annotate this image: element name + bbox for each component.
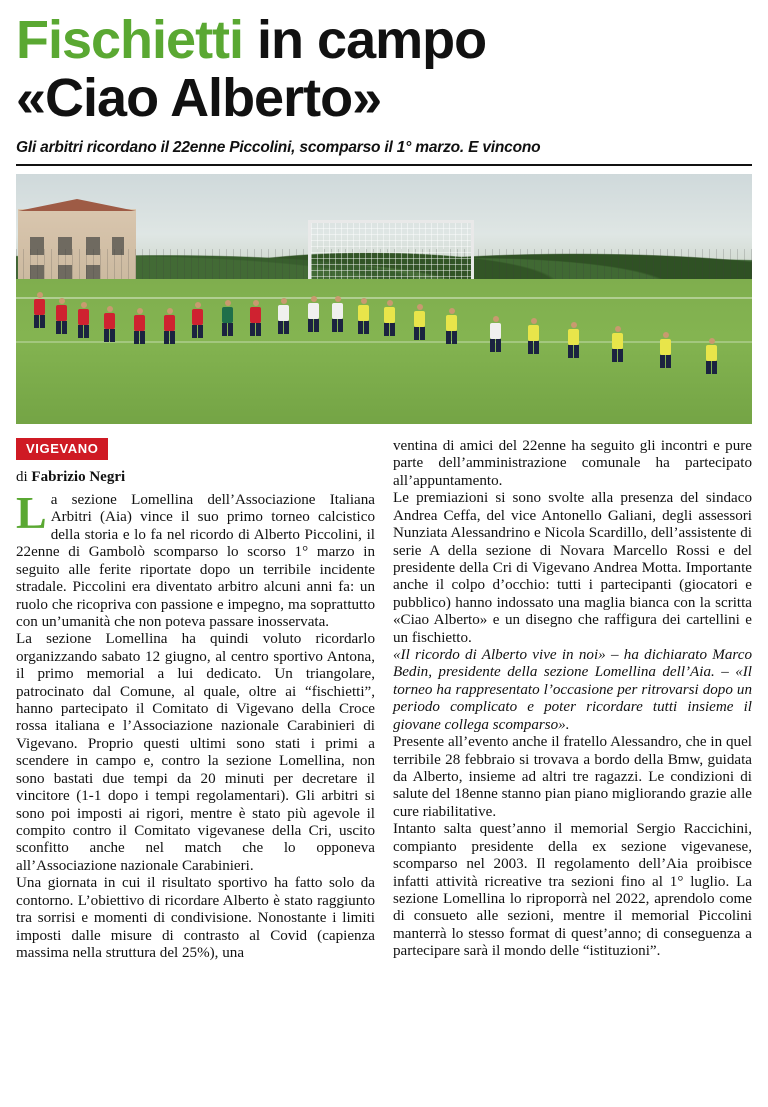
drop-cap: L — [16, 486, 47, 538]
photo-player — [660, 332, 671, 368]
article-column-left — [16, 438, 375, 962]
photo-player — [192, 302, 203, 338]
byline-prefix: di — [16, 468, 32, 485]
article-text-right — [393, 438, 752, 961]
paragraph: Una giornata in cui il risultato sportivo ha fatto solo da contorno. L’obiettivo di ricordare Alberto è stato raggiunto tra sorrisi e momenti di condivisione. Nonostante i limiti imposti dalle misure di contrasto al Covid (capienza massima nella struttura del 25%), una — [16, 875, 375, 961]
section-kicker: VIGEVANO — [16, 438, 108, 460]
football-match-photo — [16, 174, 752, 424]
photo-goalpost — [308, 220, 474, 283]
headline-accent-word: Fischietti — [16, 10, 244, 70]
header-divider — [16, 164, 752, 166]
article-text-left — [16, 486, 375, 962]
paragraph: La sezione Lomellina ha quindi voluto ricordarlo organizzando sabato 12 giugno, al centro sportivo Antona, il primo memorial a lui dedicato. Un triangolare, patrocinato dal Comune, al quale, oltre ai “fischietti”, hanno partecipato il Comitato di Vigevano della Croce rossa italiana e l’Associazione nazionale Carabinieri di Vigevano. Proprio questi ultimi sono stati i primi a scendere in campo e, contro la sezione Lomellina, non sono bastati due tempi da 20 minuti per decretare il vincitore (1-1 dopo i tempi regolamentari). Gli arbitri si sono poi imposti ai rigori, mentre è stato più agevole il compito contro il Comitato vigevanese della Cri, uscito sconfitto anche nel match che lo opponeva all’Associazione nazionale Carabinieri. — [16, 631, 375, 874]
photo-player — [490, 316, 501, 352]
photo-player — [308, 296, 319, 332]
headline-name: Alberto — [170, 67, 353, 128]
photo-player — [612, 326, 623, 362]
byline — [16, 469, 375, 486]
photo-player — [414, 304, 425, 340]
byline-author: Fabrizio Negri — [31, 468, 126, 485]
photo-player — [332, 296, 343, 332]
photo-pitch-line — [16, 341, 752, 343]
photo-player — [78, 302, 89, 338]
photo-player — [278, 298, 289, 334]
headline-quote-open: «Ciao — [16, 67, 171, 128]
photo-player — [528, 318, 539, 354]
photo-player — [358, 298, 369, 334]
article-column-right — [393, 438, 752, 962]
paragraph: Presente all’evento anche il fratello Alessandro, che in quel terribile 28 febbraio si trovava a bordo della Bmw, guidata da Alberto, insieme ad altri tre ragazzi. Le condizioni di salute del 18enne stanno pian piano migliorando grazie alle cure riabilitative. — [393, 734, 752, 820]
photo-player — [164, 308, 175, 344]
paragraph-quote: «Il ricordo di Alberto vive in noi» – ha dichiarato Marco Bedin, presidente della sezione Lomellina dell’Aia. – «Il torneo ha rappresentato l’occasione per ritrovarsi dopo un periodo complicato e poter ricordare tutti insieme il giovane collega scomparso». — [393, 647, 752, 733]
photo-player — [104, 306, 115, 342]
photo-player — [250, 300, 261, 336]
photo-player — [384, 300, 395, 336]
page-title-line2 — [16, 67, 752, 128]
photo-player — [706, 338, 717, 374]
photo-player — [134, 308, 145, 344]
headline-quote-close: » — [352, 67, 382, 128]
photo-player — [222, 300, 233, 336]
photo-pitch-line — [16, 297, 752, 299]
paragraph — [16, 486, 375, 631]
paragraph: Le premiazioni si sono svolte alla presenza del sindaco Andrea Ceffa, del vice Antonello Galiani, degli assessori Nunziata Alessandrino e Nicola Scardillo, dell’assistente di serie A della sezione di Novara Marcello Rossi e del presidente della Cri di Vigevano Andrea Motta. Importante anche il colpo d’occhio: tutti i partecipanti (giocatori e pubblico) hanno indossato una maglia bianca con la scritta «Ciao Alberto» e un disegno che raffigura dei cartellini e un fischietto. — [393, 490, 752, 646]
paragraph: ventina di amici del 22enne ha seguito gli incontri e pure parte dell’amministrazione comunale ha partecipato all’appuntamento. — [393, 437, 752, 489]
headline-rest: in campo — [243, 10, 487, 70]
paragraph: Intanto salta quest’anno il memorial Sergio Raccichini, compianto presidente della ex sezione vigevanese, scomparso nel 2003. Il regolamento dell’Aia proibisce infatti attività ricreative tra sezioni fino al 1° luglio. La sezione Lomellina lo riproporrà nel 2022, aprendolo come di consueto alle sezioni, mentre il memorial Piccolini manterrà lo stesso format di quest’anno; di conseguenza a partecipare sarà il mondo delle “istituzioni”. — [393, 821, 752, 960]
photo-player — [568, 322, 579, 358]
article-body — [16, 438, 752, 962]
paragraph-text: a sezione Lomellina dell’Associazione Italiana Arbitri (Aia) vince il suo primo torneo calcistico della storia e lo fa nel ricordo di Alberto Piccolini, il 22enne di Gambolò scomparso lo scorso 1° marzo in seguito alle ferite riportate dopo un terribile incidente stradale. Piccolini era diventato arbitro alcuni anni fa: un ruolo che ricopriva con passione e impegno, ma soprattutto con un’umanità che non poteva passare inosservata. — [16, 491, 375, 630]
subheadline: Gli arbitri ricordano il 22enne Piccolini, scomparso il 1° marzo. E vincono — [16, 138, 541, 156]
photo-player — [34, 292, 45, 328]
photo-player — [56, 298, 67, 334]
page-title — [16, 10, 752, 70]
photo-player — [446, 308, 457, 344]
